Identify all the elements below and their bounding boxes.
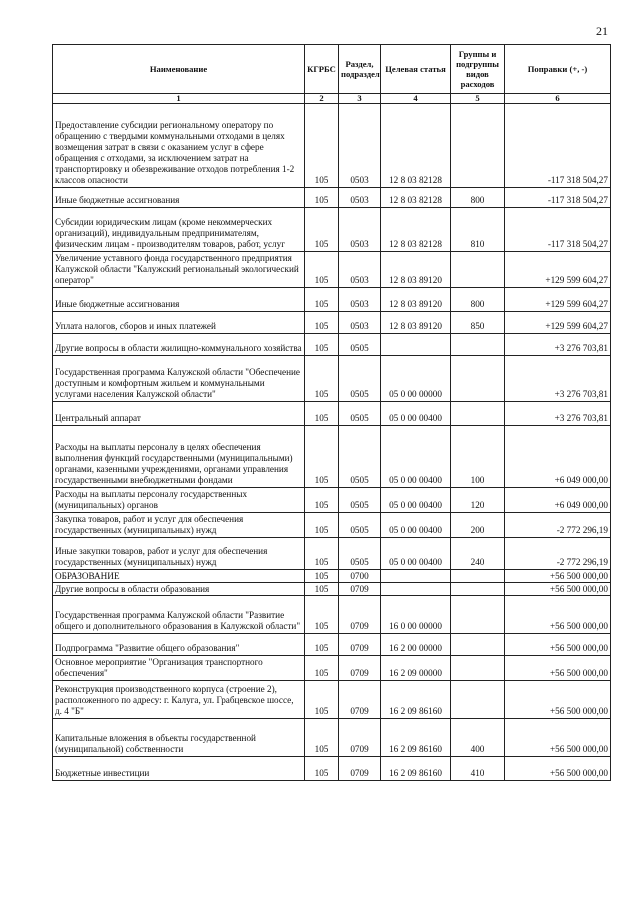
row-section: 0503 <box>339 188 381 208</box>
row-name: Государственная программа Калужской области "Обеспечение доступным и комфортным жильем и коммунальными услугами населения Калужской области" <box>53 356 305 402</box>
row-amount: +56 500 000,00 <box>505 681 611 719</box>
header-name: Наименование <box>53 45 305 94</box>
row-name: Другие вопросы в области жилищно-коммунального хозяйства <box>53 334 305 356</box>
row-group: 240 <box>451 538 505 570</box>
row-section: 0709 <box>339 583 381 596</box>
row-kgrbs: 105 <box>305 757 339 781</box>
row-kgrbs: 105 <box>305 634 339 656</box>
row-target: 16 0 00 00000 <box>381 596 451 634</box>
row-kgrbs: 105 <box>305 426 339 488</box>
row-kgrbs: 105 <box>305 208 339 252</box>
row-section: 0505 <box>339 402 381 426</box>
table-row <box>53 208 611 252</box>
row-group <box>451 356 505 402</box>
row-name: Капитальные вложения в объекты государственной (муниципальной) собственности <box>53 719 305 757</box>
row-group: 120 <box>451 488 505 513</box>
row-kgrbs: 105 <box>305 312 339 334</box>
row-amount: +3 276 703,81 <box>505 334 611 356</box>
row-section: 0505 <box>339 513 381 538</box>
table-row <box>53 634 611 656</box>
row-amount: -2 772 296,19 <box>505 538 611 570</box>
row-section: 0709 <box>339 656 381 681</box>
row-kgrbs: 105 <box>305 719 339 757</box>
row-kgrbs: 105 <box>305 252 339 288</box>
row-amount: +56 500 000,00 <box>505 634 611 656</box>
col-number: 5 <box>451 94 505 104</box>
row-name: Центральный аппарат <box>53 402 305 426</box>
row-target: 16 2 09 86160 <box>381 719 451 757</box>
row-name: Уплата налогов, сборов и иных платежей <box>53 312 305 334</box>
row-target: 05 0 00 00000 <box>381 356 451 402</box>
row-name: Государственная программа Калужской области "Развитие общего и дополнительного образования в Калужской области" <box>53 596 305 634</box>
table-header-row <box>53 45 611 94</box>
row-group <box>451 104 505 188</box>
header-amend: Поправки (+, -) <box>505 45 611 94</box>
table-row <box>53 757 611 781</box>
col-number: 1 <box>53 94 305 104</box>
page-number: 21 <box>596 24 608 38</box>
row-target: 12 8 03 89120 <box>381 252 451 288</box>
row-name: Иные закупки товаров, работ и услуг для обеспечения государственных (муниципальных) нужд <box>53 538 305 570</box>
row-target <box>381 570 451 583</box>
row-section: 0505 <box>339 426 381 488</box>
row-target: 12 8 03 89120 <box>381 288 451 312</box>
row-kgrbs: 105 <box>305 656 339 681</box>
table-row <box>53 252 611 288</box>
row-name: Увеличение уставного фонда государственного предприятия Калужской области "Калужский региональный экологический оператор" <box>53 252 305 288</box>
row-target: 12 8 03 82128 <box>381 208 451 252</box>
col-number: 6 <box>505 94 611 104</box>
row-group: 800 <box>451 188 505 208</box>
row-name: Подпрограмма "Развитие общего образования" <box>53 634 305 656</box>
table-row <box>53 402 611 426</box>
row-group <box>451 596 505 634</box>
row-target: 05 0 00 00400 <box>381 426 451 488</box>
row-group <box>451 656 505 681</box>
row-kgrbs: 105 <box>305 513 339 538</box>
row-amount: +56 500 000,00 <box>505 596 611 634</box>
row-kgrbs: 105 <box>305 402 339 426</box>
table-row <box>53 356 611 402</box>
row-target: 16 2 09 86160 <box>381 681 451 719</box>
row-amount: +129 599 604,27 <box>505 312 611 334</box>
row-kgrbs: 105 <box>305 596 339 634</box>
row-amount: +3 276 703,81 <box>505 356 611 402</box>
row-name: Субсидии юридическим лицам (кроме некоммерческих организаций), индивидуальным предпринимателям, физическим лицам - производителям товаров, работ, услуг <box>53 208 305 252</box>
row-amount: -117 318 504,27 <box>505 208 611 252</box>
row-group: 400 <box>451 719 505 757</box>
row-group: 200 <box>451 513 505 538</box>
row-group: 810 <box>451 208 505 252</box>
row-kgrbs: 105 <box>305 583 339 596</box>
table-row <box>53 656 611 681</box>
row-kgrbs: 105 <box>305 681 339 719</box>
row-name: Предоставление субсидии региональному оператору по обращению с твердыми коммунальными отходами в целях возмещения затрат в связи с оказанием услуг в сфере обращения с отходами, за исключением затрат на транспортировку и обезвреживание отходов потребления 1-2 классов опасности <box>53 104 305 188</box>
row-target: 05 0 00 00400 <box>381 488 451 513</box>
row-kgrbs: 105 <box>305 570 339 583</box>
row-target: 05 0 00 00400 <box>381 538 451 570</box>
row-section: 0503 <box>339 312 381 334</box>
row-target: 12 8 03 82128 <box>381 104 451 188</box>
row-target: 16 2 09 00000 <box>381 656 451 681</box>
row-amount: +129 599 604,27 <box>505 252 611 288</box>
budget-amendments-table <box>52 44 611 781</box>
header-section: Раздел, подраздел <box>339 45 381 94</box>
row-group: 100 <box>451 426 505 488</box>
row-amount: -117 318 504,27 <box>505 104 611 188</box>
row-group <box>451 252 505 288</box>
table-row <box>53 513 611 538</box>
row-group: 800 <box>451 288 505 312</box>
table-row <box>53 426 611 488</box>
row-target <box>381 334 451 356</box>
row-target: 12 8 03 82128 <box>381 188 451 208</box>
row-name: Расходы на выплаты персоналу в целях обеспечения выполнения функций государственными (муниципальными) органами, казенными учреждениями, органами управления государственными внебюджетными фондами <box>53 426 305 488</box>
row-name: Иные бюджетные ассигнования <box>53 288 305 312</box>
table-row <box>53 288 611 312</box>
row-section: 0700 <box>339 570 381 583</box>
row-target: 16 2 00 00000 <box>381 634 451 656</box>
row-amount: +56 500 000,00 <box>505 656 611 681</box>
table-row <box>53 538 611 570</box>
row-amount: +56 500 000,00 <box>505 757 611 781</box>
row-section: 0709 <box>339 757 381 781</box>
table-row <box>53 681 611 719</box>
row-group <box>451 570 505 583</box>
row-amount: +56 500 000,00 <box>505 570 611 583</box>
row-kgrbs: 105 <box>305 188 339 208</box>
row-section: 0505 <box>339 488 381 513</box>
col-number: 4 <box>381 94 451 104</box>
row-name: Бюджетные инвестиции <box>53 757 305 781</box>
table-row <box>53 334 611 356</box>
col-number: 3 <box>339 94 381 104</box>
table-row <box>53 583 611 596</box>
row-name: Основное мероприятие "Организация транспортного обеспечения" <box>53 656 305 681</box>
row-amount: -2 772 296,19 <box>505 513 611 538</box>
table-row <box>53 570 611 583</box>
row-kgrbs: 105 <box>305 488 339 513</box>
row-target <box>381 583 451 596</box>
table-row <box>53 188 611 208</box>
row-section: 0709 <box>339 681 381 719</box>
row-amount: +6 049 000,00 <box>505 488 611 513</box>
row-target: 16 2 09 86160 <box>381 757 451 781</box>
row-amount: +3 276 703,81 <box>505 402 611 426</box>
col-number: 2 <box>305 94 339 104</box>
row-amount: +6 049 000,00 <box>505 426 611 488</box>
header-target: Целевая статья <box>381 45 451 94</box>
row-group <box>451 681 505 719</box>
row-group <box>451 634 505 656</box>
row-section: 0709 <box>339 719 381 757</box>
row-group <box>451 583 505 596</box>
header-kgrbs: КГРБС <box>305 45 339 94</box>
row-section: 0503 <box>339 288 381 312</box>
row-name: ОБРАЗОВАНИЕ <box>53 570 305 583</box>
row-kgrbs: 105 <box>305 356 339 402</box>
header-groups: Группы и подгруппы видов расходов <box>451 45 505 94</box>
row-group <box>451 334 505 356</box>
table-row <box>53 104 611 188</box>
row-section: 0709 <box>339 634 381 656</box>
row-section: 0503 <box>339 104 381 188</box>
row-name: Закупка товаров, работ и услуг для обеспечения государственных (муниципальных) нужд <box>53 513 305 538</box>
row-name: Расходы на выплаты персоналу государственных (муниципальных) органов <box>53 488 305 513</box>
row-section: 0503 <box>339 252 381 288</box>
row-kgrbs: 105 <box>305 334 339 356</box>
row-section: 0503 <box>339 208 381 252</box>
row-amount: +56 500 000,00 <box>505 719 611 757</box>
column-number-row <box>53 94 611 104</box>
row-amount: +129 599 604,27 <box>505 288 611 312</box>
row-target: 12 8 03 89120 <box>381 312 451 334</box>
row-kgrbs: 105 <box>305 104 339 188</box>
row-group: 850 <box>451 312 505 334</box>
row-group: 410 <box>451 757 505 781</box>
row-amount: +56 500 000,00 <box>505 583 611 596</box>
table-row <box>53 719 611 757</box>
row-amount: -117 318 504,27 <box>505 188 611 208</box>
table-row <box>53 488 611 513</box>
table-row <box>53 312 611 334</box>
table-row <box>53 596 611 634</box>
row-section: 0505 <box>339 538 381 570</box>
row-kgrbs: 105 <box>305 538 339 570</box>
row-name: Реконструкция производственного корпуса (строение 2), расположенного по адресу: г. Калуга, ул. Грабцевское шоссе, д. 4 "Б" <box>53 681 305 719</box>
row-name: Иные бюджетные ассигнования <box>53 188 305 208</box>
row-target: 05 0 00 00400 <box>381 513 451 538</box>
row-group <box>451 402 505 426</box>
row-target: 05 0 00 00400 <box>381 402 451 426</box>
row-section: 0709 <box>339 596 381 634</box>
row-kgrbs: 105 <box>305 288 339 312</box>
row-section: 0505 <box>339 334 381 356</box>
row-section: 0505 <box>339 356 381 402</box>
row-name: Другие вопросы в области образования <box>53 583 305 596</box>
